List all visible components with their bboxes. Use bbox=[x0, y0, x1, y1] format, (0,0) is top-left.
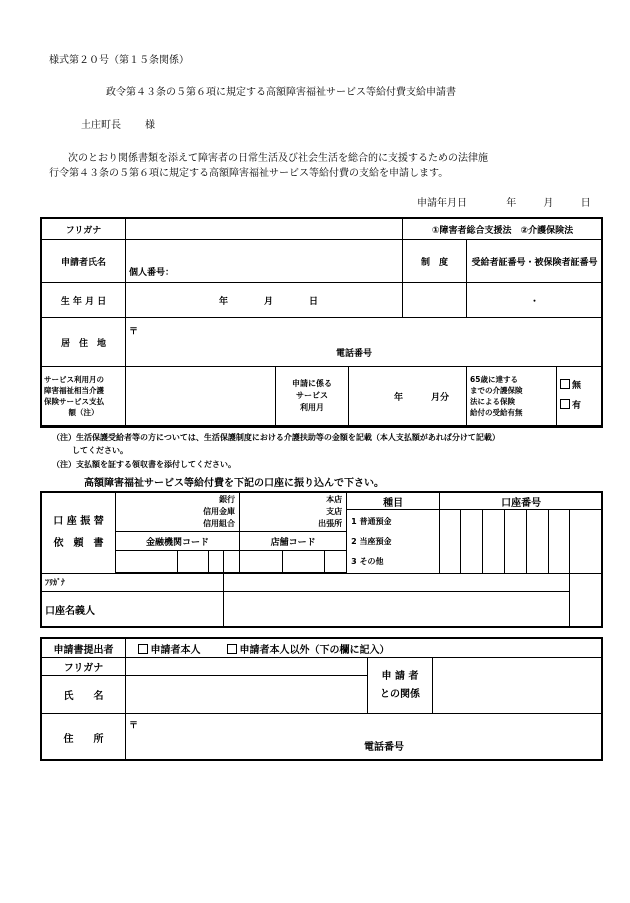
service-payment-field[interactable] bbox=[126, 367, 276, 426]
account-type-options[interactable] bbox=[347, 510, 440, 574]
relation-label-l2: との関係 bbox=[380, 688, 420, 700]
birth-month: 月 bbox=[264, 296, 274, 307]
submitter-table bbox=[41, 638, 603, 761]
bank-code-digit-1[interactable] bbox=[116, 551, 178, 573]
shucchojo-label: 出張所 bbox=[318, 519, 343, 528]
furigana-field[interactable] bbox=[126, 219, 403, 240]
system-field[interactable] bbox=[403, 283, 467, 318]
submitter-options bbox=[126, 639, 603, 658]
note2: （注）支払額を証する領収書を添付してください。 bbox=[52, 460, 236, 469]
transfer-intro: 高額障害福祉サービス等給付費を下記の口座に振り込んで下さい。 bbox=[84, 478, 384, 489]
account-digit-7[interactable] bbox=[570, 510, 603, 574]
birth-year: 年 bbox=[219, 296, 229, 307]
body-text-line1: 次のとおり関係書類を添えて障害者の日常生活及び社会生活を総合的に支援するための法律施 bbox=[68, 153, 488, 164]
cert-separator: ・ bbox=[530, 296, 540, 307]
account-type-ordinary[interactable]: 1 普通預金 bbox=[351, 516, 392, 526]
account-digit-5[interactable] bbox=[527, 510, 549, 574]
relation-label bbox=[368, 658, 433, 714]
laws-label: ①障害者総合支援法 ②介護保険法 bbox=[403, 219, 603, 240]
form-number: 様式第２０号（第１５条関係） bbox=[49, 55, 189, 66]
transfer-label bbox=[42, 493, 116, 574]
request-service-month-field[interactable] bbox=[349, 367, 467, 426]
account-number-header: 口座番号 bbox=[440, 493, 603, 510]
applicant-name-field[interactable] bbox=[126, 240, 403, 283]
addressee bbox=[81, 116, 155, 131]
request-service-label bbox=[276, 367, 349, 426]
date-year: 年 bbox=[506, 198, 517, 209]
branch-code-digit-3[interactable] bbox=[325, 551, 347, 573]
residence-label: 居 住 地 bbox=[42, 318, 126, 367]
request-service-l1: 申請に係る bbox=[292, 379, 332, 388]
holder-furigana-label: ﾌﾘｶﾞﾅ bbox=[42, 574, 224, 592]
residence-field[interactable] bbox=[126, 318, 603, 367]
bank-code-digit-4[interactable] bbox=[224, 551, 240, 573]
service-year: 年 bbox=[393, 392, 403, 403]
furigana-label: フリガナ bbox=[42, 219, 126, 240]
shiten-label: 支店 bbox=[326, 507, 343, 516]
age65-label bbox=[467, 367, 557, 426]
option-yes[interactable] bbox=[560, 396, 599, 416]
branch-code-digit-1[interactable] bbox=[240, 551, 283, 573]
body-text-line2: 行令第４３条の５第６項に規定する高額障害福祉サービス等給付費の支給を申請します。 bbox=[49, 168, 449, 179]
age65-l3: 法による保険 bbox=[470, 397, 516, 406]
applicant-name-label: 申請者氏名 bbox=[42, 240, 126, 283]
form-title: 政令第４３条の５第６項に規定する高額障害福祉サービス等給付費支給申請書 bbox=[106, 87, 456, 98]
date-label: 申請年月日 bbox=[417, 198, 467, 209]
account-digit-3[interactable] bbox=[483, 510, 505, 574]
service-payment-label bbox=[42, 367, 126, 426]
request-service-l2: サービス bbox=[296, 391, 328, 400]
checkbox-self[interactable] bbox=[138, 644, 148, 654]
birth-date-field[interactable] bbox=[126, 283, 403, 318]
birth-date-label: 生 年 月 日 bbox=[42, 283, 126, 318]
branch-code-label: 店舗コード bbox=[240, 532, 347, 551]
account-type-other[interactable]: 3 その他 bbox=[351, 556, 384, 566]
application-date bbox=[417, 194, 591, 209]
submitter-postal-mark: 〒 bbox=[129, 721, 139, 731]
applicant-table bbox=[41, 218, 603, 426]
holder-label: 口座名義人 bbox=[42, 592, 224, 627]
submitter-address-label: 住 所 bbox=[42, 714, 126, 761]
account-digit-2[interactable] bbox=[461, 510, 483, 574]
relation-label-l1: 申 請 者 bbox=[381, 670, 419, 682]
date-month: 月 bbox=[543, 198, 554, 209]
option-none[interactable] bbox=[560, 376, 599, 396]
birth-day: 日 bbox=[309, 296, 319, 307]
service-payment-label-l4: 額（注） bbox=[68, 408, 99, 417]
branch-code-digit-2[interactable] bbox=[283, 551, 325, 573]
submitter-name-field[interactable] bbox=[126, 676, 368, 714]
branch-type-cell[interactable] bbox=[240, 493, 347, 532]
checkbox-other[interactable] bbox=[227, 644, 237, 654]
postal-mark: 〒 bbox=[129, 327, 139, 337]
account-digit-1[interactable] bbox=[440, 510, 461, 574]
note1-line1: （注）生活保護受給者等の方については、生活保護制度における介護扶助等の金額を記載（本人支払額があれば分けて記載） bbox=[52, 433, 500, 442]
addressee-name: 土庄町長 bbox=[81, 120, 121, 131]
service-payment-label-l1: サービス利用月の bbox=[44, 375, 104, 384]
honten-label: 本店 bbox=[326, 495, 343, 504]
bank-label: 銀行 bbox=[219, 495, 236, 504]
checkbox-none[interactable] bbox=[560, 379, 570, 389]
bank-type-cell[interactable] bbox=[116, 493, 240, 532]
service-month: 月分 bbox=[431, 392, 450, 403]
honorific: 様 bbox=[145, 120, 155, 131]
option-yes-label: 有 bbox=[572, 401, 582, 411]
cert-number-field[interactable] bbox=[467, 283, 603, 318]
type-header: 種目 bbox=[347, 493, 440, 510]
submitter-phone-label: 電話番号 bbox=[364, 742, 404, 753]
bank-table bbox=[41, 492, 603, 627]
option-other-label: 申請者本人以外（下の欄に記入） bbox=[239, 644, 390, 656]
kumiai-label: 信用組合 bbox=[203, 519, 236, 528]
personal-number-label: 個人番号： bbox=[129, 268, 175, 278]
transfer-label-l2: 依 頼 書 bbox=[53, 538, 104, 549]
holder-furigana-field[interactable] bbox=[224, 574, 570, 592]
submitter-furigana-label: フリガナ bbox=[42, 658, 126, 676]
account-digit-4[interactable] bbox=[505, 510, 527, 574]
option-none-label: 無 bbox=[572, 381, 582, 391]
date-day: 日 bbox=[580, 198, 591, 209]
service-payment-label-l3: 保険サービス支払 bbox=[44, 397, 104, 406]
option-self-label: 申請者本人 bbox=[150, 644, 201, 656]
bank-code-digit-3[interactable] bbox=[209, 551, 224, 573]
transfer-label-l1: 口 座 振 替 bbox=[53, 516, 104, 527]
shinkin-label: 信用金庫 bbox=[203, 507, 236, 516]
age65-options bbox=[557, 367, 603, 426]
age65-l2: までの介護保険 bbox=[470, 386, 523, 395]
service-payment-label-l2: 障害福祉相当介護 bbox=[44, 386, 104, 395]
option-self[interactable] bbox=[138, 645, 200, 656]
submitter-label: 申請書提出者 bbox=[42, 639, 126, 658]
submitter-name-label: 氏 名 bbox=[42, 676, 126, 714]
holder-field[interactable] bbox=[224, 592, 570, 627]
system-label: 制 度 bbox=[403, 240, 467, 283]
option-other[interactable] bbox=[227, 645, 389, 656]
note1-line2: してください。 bbox=[72, 446, 128, 455]
age65-l1: 65歳に達する bbox=[470, 375, 518, 384]
request-service-l3: 利用月 bbox=[300, 403, 324, 412]
submitter-address-field[interactable] bbox=[126, 714, 603, 761]
bank-code-digit-2[interactable] bbox=[178, 551, 209, 573]
checkbox-yes[interactable] bbox=[560, 399, 570, 409]
bank-code-label: 金融機関コード bbox=[116, 532, 240, 551]
submitter-furigana-field[interactable] bbox=[126, 658, 368, 676]
age65-l4: 給付の受給有無 bbox=[470, 408, 523, 417]
residence-phone-label: 電話番号 bbox=[336, 349, 373, 359]
account-digit-6[interactable] bbox=[549, 510, 570, 574]
cert-number-label: 受給者証番号・被保険者証番号 bbox=[467, 240, 603, 283]
account-type-checking[interactable]: 2 当座預金 bbox=[351, 536, 392, 546]
relation-field[interactable] bbox=[433, 658, 603, 714]
